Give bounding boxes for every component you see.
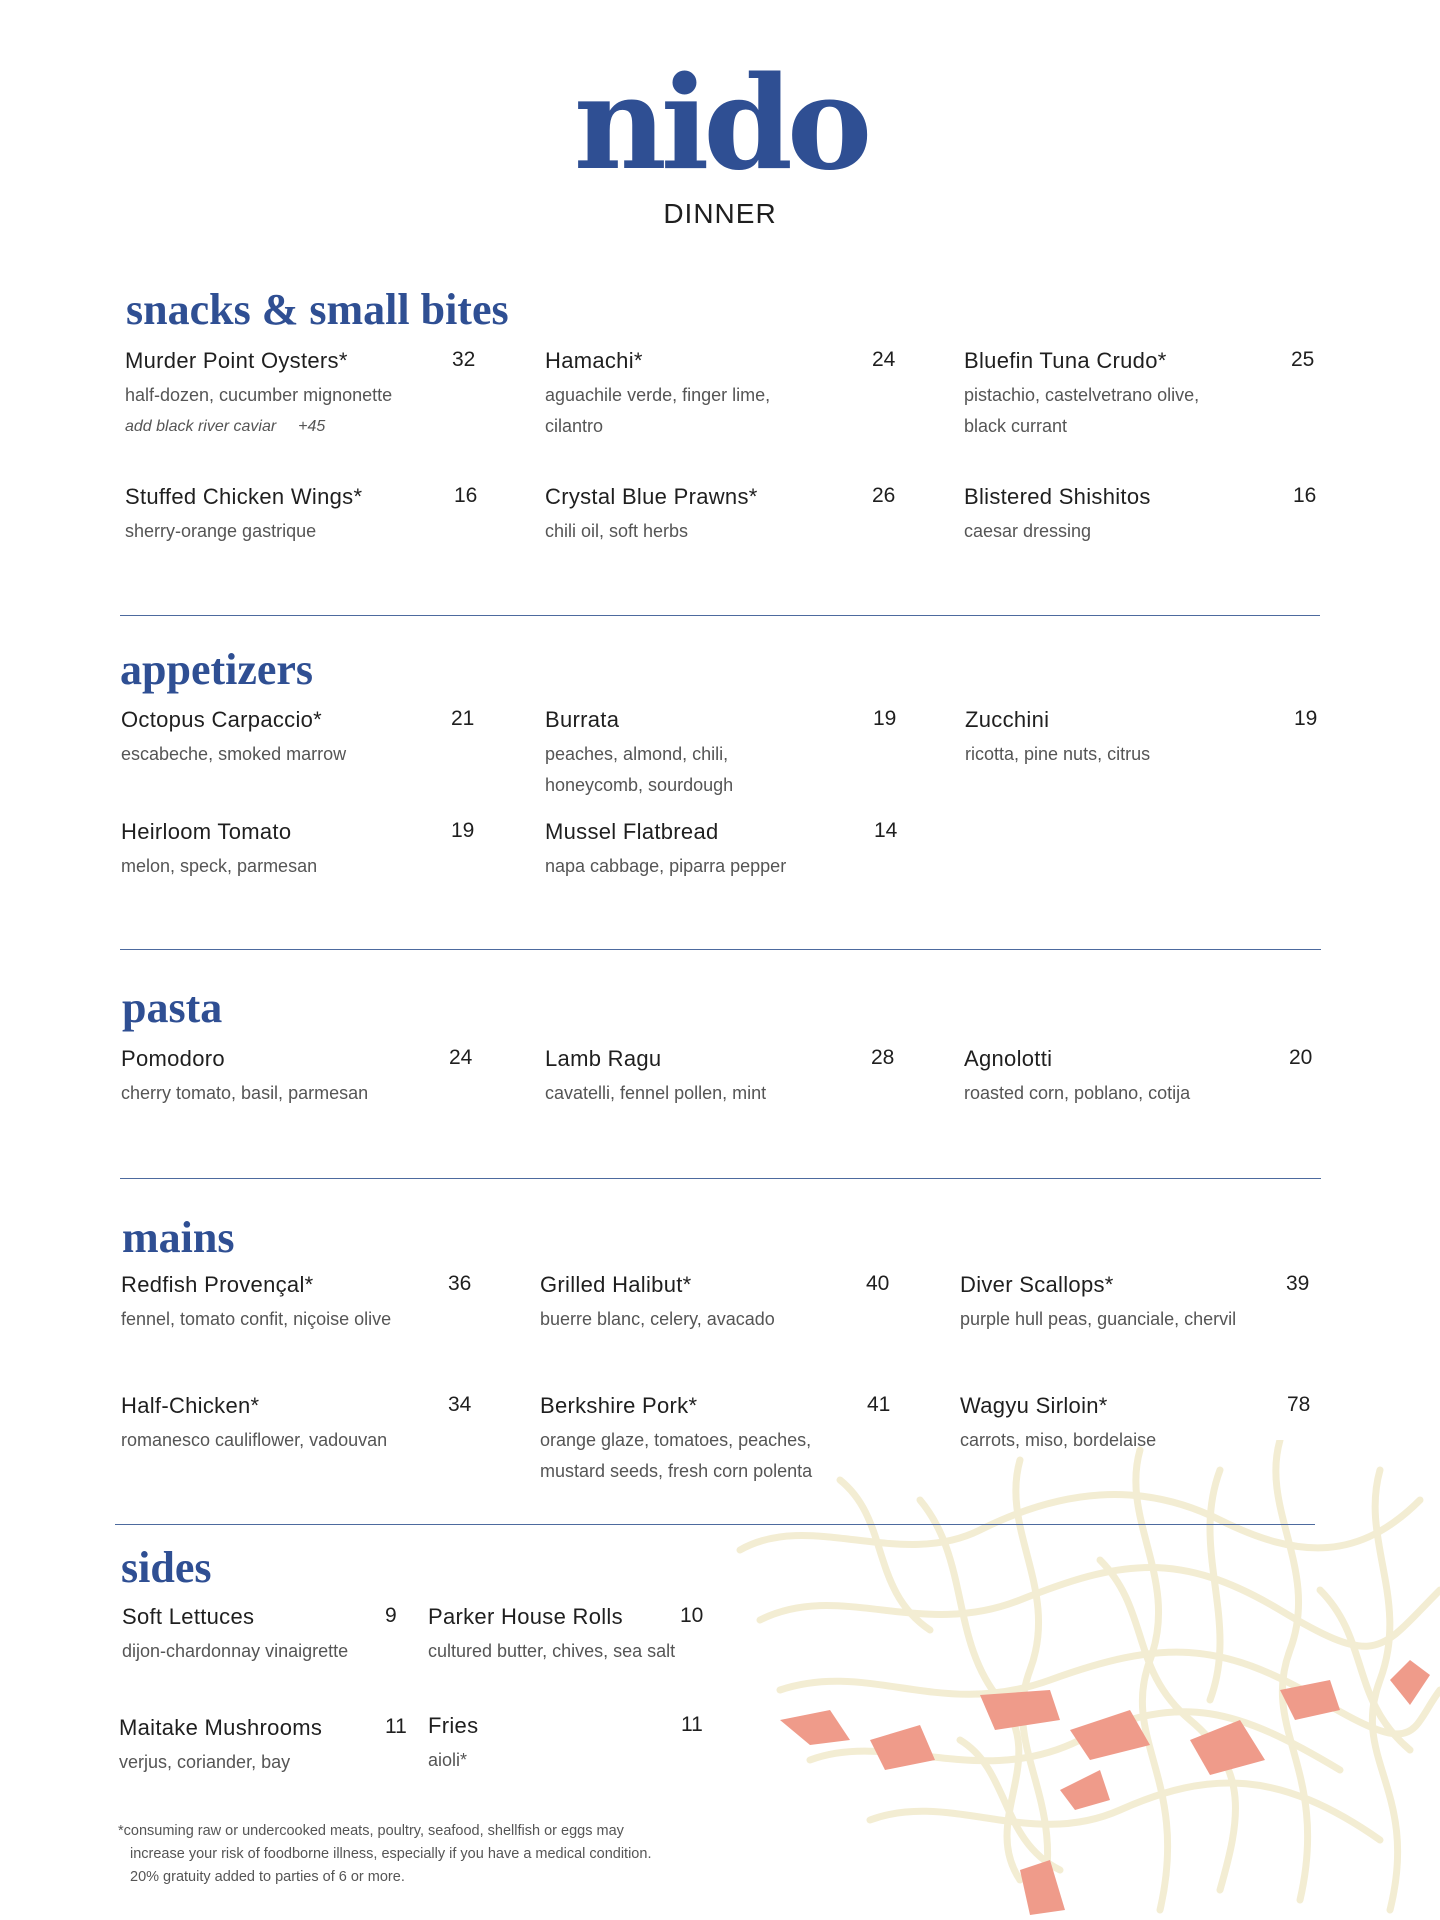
item-addon xyxy=(125,418,325,436)
item-name: Wagyu Sirloin* xyxy=(960,1393,1108,1418)
item-description: verjus, coriander, bay xyxy=(119,1752,291,1772)
item-name: Murder Point Oysters* xyxy=(125,348,348,373)
item-name: Hamachi* xyxy=(545,348,643,373)
addon-price: +45 xyxy=(298,418,326,435)
item-price: 24 xyxy=(449,1046,473,1069)
item-description: chili oil, soft herbs xyxy=(545,521,689,541)
section-title-sides: sides xyxy=(121,1543,212,1592)
logo-wordmark: nido xyxy=(573,49,867,199)
section-title-snacks: snacks & small bites xyxy=(126,285,509,334)
disclaimer-line: increase your risk of foodborne illness, especially if you have a medical condition. xyxy=(130,1846,652,1862)
item-price: 39 xyxy=(1286,1272,1310,1295)
item-name: Fries xyxy=(428,1713,479,1738)
item-name: Soft Lettuces xyxy=(122,1604,255,1629)
item-price: 26 xyxy=(872,484,896,507)
disclaimer-line: 20% gratuity added to parties of 6 or more. xyxy=(130,1869,405,1885)
item-name: Crystal Blue Prawns* xyxy=(545,484,758,509)
section-divider xyxy=(120,1178,1321,1179)
item-description: caesar dressing xyxy=(964,521,1092,541)
item-price: 40 xyxy=(866,1272,890,1295)
item-description: half-dozen, cucumber mignonette xyxy=(125,385,393,405)
item-description: aioli* xyxy=(428,1750,468,1770)
item-price: 16 xyxy=(1293,484,1317,507)
item-description: cavatelli, fennel pollen, mint xyxy=(545,1083,767,1103)
item-name: Bluefin Tuna Crudo* xyxy=(964,348,1167,373)
section-title-appetizers: appetizers xyxy=(120,645,314,694)
item-price: 21 xyxy=(451,707,475,730)
item-price: 36 xyxy=(448,1272,472,1295)
item-name: Burrata xyxy=(545,707,620,732)
item-description: aguachile verde, finger lime, cilantro xyxy=(545,385,771,436)
item-price: 11 xyxy=(681,1713,703,1736)
item-name: Zucchini xyxy=(965,707,1050,732)
item-price: 32 xyxy=(452,348,476,371)
section-title-mains: mains xyxy=(122,1213,235,1262)
item-price: 34 xyxy=(448,1393,472,1416)
item-description: purple hull peas, guanciale, chervil xyxy=(960,1309,1237,1329)
item-description: roasted corn, poblano, cotija xyxy=(964,1083,1191,1103)
section-title-pasta: pasta xyxy=(122,983,223,1032)
item-price: 16 xyxy=(454,484,478,507)
decorative-nest-illustration xyxy=(720,1440,1440,1920)
item-description: cultured butter, chives, sea salt xyxy=(428,1641,676,1661)
item-description: dijon-chardonnay vinaigrette xyxy=(122,1641,349,1661)
item-price: 28 xyxy=(871,1046,895,1069)
item-name: Maitake Mushrooms xyxy=(119,1715,323,1740)
item-description: carrots, miso, bordelaise xyxy=(960,1430,1157,1450)
item-description: pistachio, castelvetrano olive, black currant xyxy=(964,385,1200,436)
item-name: Diver Scallops* xyxy=(960,1272,1114,1297)
item-name: Agnolotti xyxy=(964,1046,1053,1071)
item-name: Blistered Shishitos xyxy=(964,484,1151,509)
item-price: 20 xyxy=(1289,1046,1313,1069)
item-description: napa cabbage, piparra pepper xyxy=(545,856,787,876)
item-description: peaches, almond, chili, honeycomb, sourdough xyxy=(545,744,734,795)
item-price: 19 xyxy=(451,819,475,842)
allergy-disclaimer xyxy=(118,1820,718,1889)
item-name: Mussel Flatbread xyxy=(545,819,719,844)
addon-label: add black river caviar xyxy=(125,418,277,435)
item-name: Octopus Carpaccio* xyxy=(121,707,323,732)
item-price: 10 xyxy=(680,1604,704,1627)
item-description: ricotta, pine nuts, citrus xyxy=(965,744,1151,764)
item-description: escabeche, smoked marrow xyxy=(121,744,347,764)
menu-subtitle: DINNER xyxy=(663,198,777,229)
item-price: 9 xyxy=(385,1604,397,1627)
item-price: 78 xyxy=(1287,1393,1311,1416)
item-description: sherry-orange gastrique xyxy=(125,521,317,541)
item-description: melon, speck, parmesan xyxy=(121,856,318,876)
item-price: 24 xyxy=(872,348,896,371)
item-name: Grilled Halibut* xyxy=(540,1272,692,1297)
item-name: Redfish Provençal* xyxy=(121,1272,314,1297)
item-name: Pomodoro xyxy=(121,1046,225,1071)
section-divider xyxy=(120,615,1320,616)
item-description: buerre blanc, celery, avacado xyxy=(540,1309,775,1329)
item-name: Stuffed Chicken Wings* xyxy=(125,484,363,509)
item-price: 14 xyxy=(874,819,898,842)
disclaimer-line: *consuming raw or undercooked meats, poultry, seafood, shellfish or eggs may xyxy=(118,1823,624,1839)
item-description: cherry tomato, basil, parmesan xyxy=(121,1083,369,1103)
item-name: Lamb Ragu xyxy=(545,1046,662,1071)
item-name: Half-Chicken* xyxy=(121,1393,260,1418)
item-description: romanesco cauliflower, vadouvan xyxy=(121,1430,388,1450)
item-price: 25 xyxy=(1291,348,1315,371)
item-name: Heirloom Tomato xyxy=(121,819,292,844)
item-price: 11 xyxy=(385,1715,407,1738)
section-divider xyxy=(115,1524,1315,1525)
item-price: 19 xyxy=(873,707,897,730)
item-name: Berkshire Pork* xyxy=(540,1393,698,1418)
item-price: 41 xyxy=(867,1393,891,1416)
section-divider xyxy=(120,949,1321,950)
item-description: fennel, tomato confit, niçoise olive xyxy=(121,1309,392,1329)
item-price: 19 xyxy=(1294,707,1318,730)
item-description: orange glaze, tomatoes, peaches, mustard seeds, fresh corn polenta xyxy=(540,1430,813,1481)
item-name: Parker House Rolls xyxy=(428,1604,623,1629)
